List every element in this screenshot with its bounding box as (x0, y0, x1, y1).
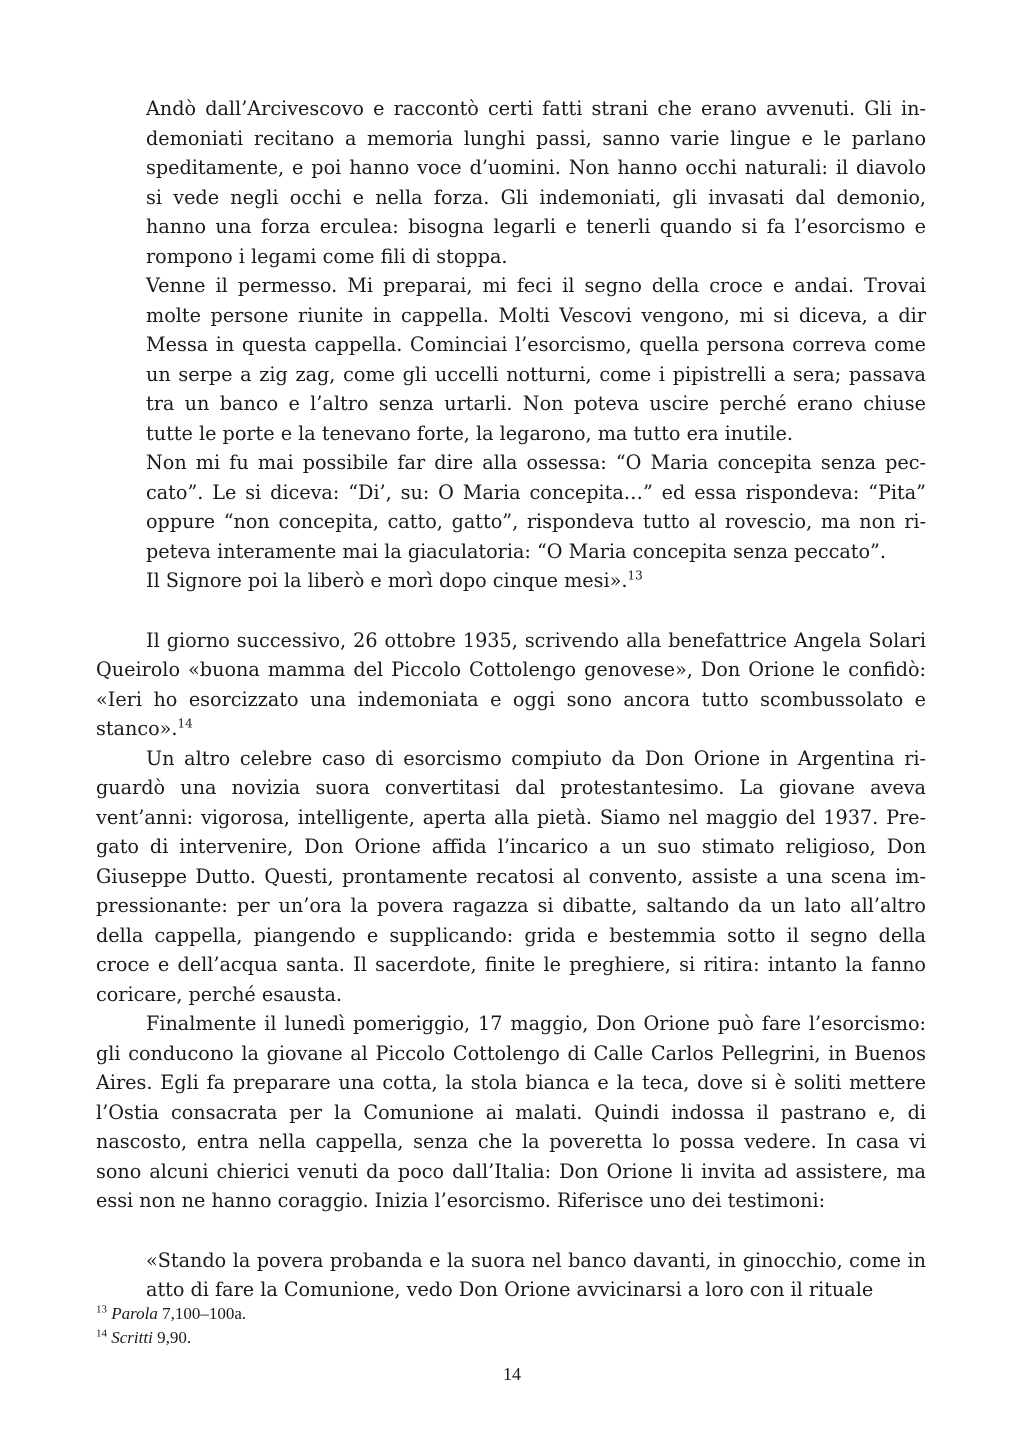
footnote-ref: 7,100–100a. (157, 1304, 247, 1323)
quote-paragraph: Andò dall’Arcivescovo e raccontò certi fatti strani che erano avvenuti. Gli indemoniati recitano a memoria lunghi passi, sanno varie lingue e le parlano speditamente, e poi hanno voce d’uomini. Non hanno occhi naturali: il diavolo si vede negli occhi e nella forza. Gli indemoniati, gli invasati dal demonio, hanno una forza erculea: bisogna legarli e tenerli quando si fa l’esorcismo e rompono i legami come fili di stoppa. (146, 97, 926, 268)
footnote-13 (96, 1302, 246, 1326)
quote-paragraph (146, 566, 926, 596)
footnote-number: 14 (96, 1327, 107, 1340)
footnote-title: Parola (111, 1304, 158, 1323)
footnotes (96, 1302, 246, 1350)
footnote-ref-13[interactable]: 13 (627, 568, 643, 583)
body-paragraph: Un altro celebre caso di esorcismo compiuto da Don Orione in Argentina riguardò una novizia suora convertitasi dal protestantesimo. La giovane aveva vent’anni: vigorosa, intelligente, aperta alla pietà. Siamo nel maggio del 1937. Pregato di intervenire, Don Orione affida l’incarico a un suo stimato religioso, Don Giuseppe Dutto. Questi, prontamente recatosi al convento, assiste a una scena impressionante: per un’ora la povera ragazza si dibatte, saltando da un lato all’altro della cappella, piangendo e supplicando: grida e bestemmia sotto il segno della croce e dell’acqua santa. Il sacerdote, finite le preghiere, si ritira: intanto la fanno coricare, perché esausta. (96, 746, 926, 1006)
paragraph-gap (96, 596, 926, 626)
quote-text: Il Signore poi la liberò e morì dopo cinque mesi». (146, 569, 628, 592)
body-paragraph (96, 626, 926, 744)
page-number: 14 (503, 1364, 521, 1384)
footnote-ref-14[interactable]: 14 (177, 716, 193, 731)
footnote-14 (96, 1326, 246, 1350)
quote-paragraph: «Stando la povera probanda e la suora nel banco davanti, in ginocchio, come in atto di fare la Comunione, vedo Don Orione avvicinarsi a loro con il rituale (146, 1248, 926, 1301)
body-text: Il giorno successivo, 26 ottobre 1935, scrivendo alla benefattrice Angela Solari Queirolo «buona mamma del Piccolo Cottolengo genovese», Don Orione le confidò: «Ieri ho esorcizzato una indemoniata e oggi sono ancora tutto scombussolato e stanco». (96, 628, 926, 740)
paragraph-gap (96, 1216, 926, 1246)
main-text-block (96, 94, 926, 1305)
body-paragraph: Finalmente il lunedì pomeriggio, 17 maggio, Don Orione può fare l’esorcismo: gli conducono la giovane al Piccolo Cottolengo di Calle Carlos Pellegrini, in Buenos Aires. Egli fa preparare una cotta, la stola bianca e la teca, dove si è soliti mettere l’Ostia consacrata per la Comunione ai malati. Quindi indossa il pastrano e, di nascosto, entra nella cappella, senza che la poveretta lo possa vedere. In casa vi sono alcuni chierici venuti da poco dall’Italia: Don Orione li invita ad assistere, ma essi non ne hanno coraggio. Inizia l’esorcismo. Riferisce uno dei testimoni: (96, 1012, 926, 1212)
quote-block-2 (96, 1246, 926, 1305)
quote-paragraph: Non mi fu mai possibile far dire alla ossessa: “O Maria concepita senza peccato”. Le si diceva: “Di’, su: O Maria concepita…” ed essa rispondeva: “Pita” oppure “non concepita, catto, gatto”, rispondeva tutto al rovescio, ma non ripeteva interamente mai la giaculatoria: “O Maria concepita senza peccato”. (146, 451, 926, 563)
footnote-ref: 9,90. (152, 1328, 192, 1347)
footnote-number: 13 (96, 1303, 107, 1316)
quote-paragraph: Venne il permesso. Mi preparai, mi feci il segno della croce e andai. Trovai molte persone riunite in cappella. Molti Vescovi vengono, mi si diceva, a dir Messa in questa cappella. Cominciai l’esorcismo, quella persona correva come un serpe a zig zag, come gli uccelli notturni, come i pipistrelli a sera; passava tra un banco e l’altro senza urtarli. Non poteva uscire perché erano chiuse tutte le porte e la tenevano forte, la legarono, ma tutto era inutile. (146, 274, 926, 445)
footnote-title: Scritti (111, 1328, 153, 1347)
quote-block-1 (96, 94, 926, 596)
